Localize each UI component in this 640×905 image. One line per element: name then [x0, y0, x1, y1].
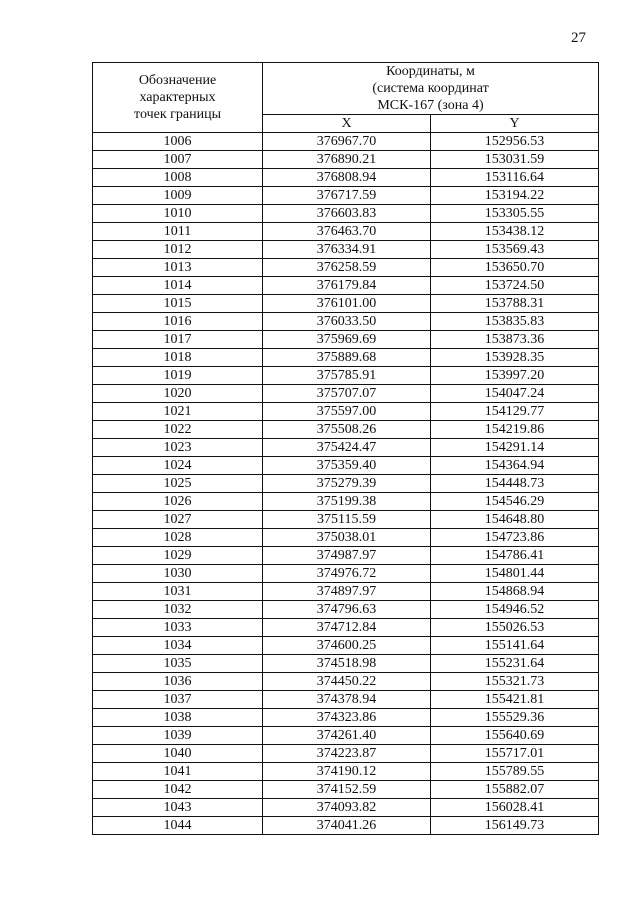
y-coordinate-cell: 154047.24: [431, 385, 599, 403]
page-number: 27: [571, 30, 586, 46]
point-cell: 1011: [93, 223, 263, 241]
x-coordinate-cell: 374897.97: [263, 583, 431, 601]
y-coordinate-cell: 154219.86: [431, 421, 599, 439]
point-cell: 1023: [93, 439, 263, 457]
point-cell: 1044: [93, 817, 263, 835]
table-row: [93, 709, 599, 727]
point-cell: 1042: [93, 781, 263, 799]
x-coordinate-cell: 375508.26: [263, 421, 431, 439]
y-coordinate-cell: 154291.14: [431, 439, 599, 457]
point-cell: 1025: [93, 475, 263, 493]
table-row: [93, 349, 599, 367]
table-row: [93, 493, 599, 511]
table-row: [93, 619, 599, 637]
point-cell: 1026: [93, 493, 263, 511]
y-coordinate-cell: 153873.36: [431, 331, 599, 349]
y-coordinate-cell: 153031.59: [431, 151, 599, 169]
point-cell: 1013: [93, 259, 263, 277]
table-header: [93, 63, 599, 133]
x-coordinate-cell: 376179.84: [263, 277, 431, 295]
point-cell: 1039: [93, 727, 263, 745]
point-cell: 1037: [93, 691, 263, 709]
x-coordinate-cell: 375359.40: [263, 457, 431, 475]
y-coordinate-cell: 153724.50: [431, 277, 599, 295]
table-row: [93, 205, 599, 223]
y-coordinate-cell: 153305.55: [431, 205, 599, 223]
x-coordinate-cell: 376033.50: [263, 313, 431, 331]
x-coordinate-cell: 376258.59: [263, 259, 431, 277]
table-row: [93, 511, 599, 529]
x-coordinate-cell: 376334.91: [263, 241, 431, 259]
x-coordinate-cell: 374323.86: [263, 709, 431, 727]
y-coordinate-cell: 155321.73: [431, 673, 599, 691]
table-row: [93, 331, 599, 349]
y-coordinate-cell: 154448.73: [431, 475, 599, 493]
point-cell: 1015: [93, 295, 263, 313]
point-cell: 1007: [93, 151, 263, 169]
x-coordinate-cell: 374223.87: [263, 745, 431, 763]
table-row: [93, 691, 599, 709]
x-coordinate-cell: 374450.22: [263, 673, 431, 691]
table-row: [93, 673, 599, 691]
point-cell: 1022: [93, 421, 263, 439]
x-axis-header: X: [263, 115, 431, 133]
table-row: [93, 439, 599, 457]
x-coordinate-cell: 374378.94: [263, 691, 431, 709]
y-coordinate-cell: 156149.73: [431, 817, 599, 835]
y-coordinate-cell: 153928.35: [431, 349, 599, 367]
coordinates-header-line: (система координат: [372, 81, 489, 96]
point-cell: 1012: [93, 241, 263, 259]
x-coordinate-cell: 376808.94: [263, 169, 431, 187]
x-coordinate-cell: 376890.21: [263, 151, 431, 169]
point-cell: 1024: [93, 457, 263, 475]
x-coordinate-cell: 374600.25: [263, 637, 431, 655]
y-coordinate-cell: 154868.94: [431, 583, 599, 601]
y-coordinate-cell: 154364.94: [431, 457, 599, 475]
y-coordinate-cell: 154801.44: [431, 565, 599, 583]
y-coordinate-cell: 154946.52: [431, 601, 599, 619]
table-row: [93, 583, 599, 601]
y-coordinate-cell: 154129.77: [431, 403, 599, 421]
table-row: [93, 745, 599, 763]
table-row: [93, 475, 599, 493]
x-coordinate-cell: 374261.40: [263, 727, 431, 745]
coordinates-header-line: МСК-167 (зона 4): [377, 98, 484, 113]
designation-header-line: Обозначение: [138, 73, 217, 88]
table-row: [93, 781, 599, 799]
point-cell: 1038: [93, 709, 263, 727]
x-coordinate-cell: 375115.59: [263, 511, 431, 529]
table-row: [93, 241, 599, 259]
point-cell: 1014: [93, 277, 263, 295]
x-coordinate-cell: 374152.59: [263, 781, 431, 799]
point-cell: 1031: [93, 583, 263, 601]
point-cell: 1018: [93, 349, 263, 367]
point-cell: 1028: [93, 529, 263, 547]
table-row: [93, 151, 599, 169]
y-coordinate-cell: 153997.20: [431, 367, 599, 385]
designation-header-line: характерных: [139, 90, 216, 105]
x-coordinate-cell: 375969.69: [263, 331, 431, 349]
table-row: [93, 421, 599, 439]
point-cell: 1021: [93, 403, 263, 421]
table-row: [93, 727, 599, 745]
table-row: [93, 547, 599, 565]
x-coordinate-cell: 374041.26: [263, 817, 431, 835]
table-row: [93, 169, 599, 187]
x-coordinate-cell: 374976.72: [263, 565, 431, 583]
y-axis-header: Y: [431, 115, 599, 133]
coordinates-header-line: Координаты, м: [386, 64, 475, 79]
point-cell: 1008: [93, 169, 263, 187]
x-coordinate-cell: 375199.38: [263, 493, 431, 511]
point-cell: 1030: [93, 565, 263, 583]
y-coordinate-cell: 153835.83: [431, 313, 599, 331]
x-coordinate-cell: 376717.59: [263, 187, 431, 205]
x-coordinate-cell: 374712.84: [263, 619, 431, 637]
point-cell: 1027: [93, 511, 263, 529]
y-coordinate-cell: 155026.53: [431, 619, 599, 637]
table-row: [93, 259, 599, 277]
table-body: [93, 133, 599, 835]
y-coordinate-cell: 153116.64: [431, 169, 599, 187]
x-coordinate-cell: 375424.47: [263, 439, 431, 457]
table-row: [93, 763, 599, 781]
table-row: [93, 223, 599, 241]
x-coordinate-cell: 376463.70: [263, 223, 431, 241]
x-coordinate-cell: 376603.83: [263, 205, 431, 223]
point-cell: 1040: [93, 745, 263, 763]
y-coordinate-cell: 155421.81: [431, 691, 599, 709]
y-coordinate-cell: 155640.69: [431, 727, 599, 745]
y-coordinate-cell: 155231.64: [431, 655, 599, 673]
point-cell: 1034: [93, 637, 263, 655]
y-coordinate-cell: 154786.41: [431, 547, 599, 565]
table-row: [93, 565, 599, 583]
table-row: [93, 601, 599, 619]
y-coordinate-cell: 156028.41: [431, 799, 599, 817]
table-row: [93, 187, 599, 205]
x-coordinate-cell: 374796.63: [263, 601, 431, 619]
x-coordinate-cell: 375279.39: [263, 475, 431, 493]
designation-header-line: точек границы: [134, 107, 221, 122]
point-cell: 1036: [93, 673, 263, 691]
x-coordinate-cell: 375785.91: [263, 367, 431, 385]
y-coordinate-cell: 152956.53: [431, 133, 599, 151]
x-coordinate-cell: 374518.98: [263, 655, 431, 673]
coordinates-header: [263, 63, 599, 115]
designation-header: [93, 63, 263, 133]
y-coordinate-cell: 155529.36: [431, 709, 599, 727]
y-coordinate-cell: 155882.07: [431, 781, 599, 799]
x-coordinate-cell: 375038.01: [263, 529, 431, 547]
table-row: [93, 655, 599, 673]
x-coordinate-cell: 375707.07: [263, 385, 431, 403]
x-coordinate-cell: 376967.70: [263, 133, 431, 151]
point-cell: 1016: [93, 313, 263, 331]
table-row: [93, 277, 599, 295]
y-coordinate-cell: 154723.86: [431, 529, 599, 547]
y-coordinate-cell: 154546.29: [431, 493, 599, 511]
y-coordinate-cell: 153438.12: [431, 223, 599, 241]
y-coordinate-cell: 153788.31: [431, 295, 599, 313]
table-row: [93, 385, 599, 403]
header-row-main: [93, 63, 599, 115]
table-row: [93, 529, 599, 547]
y-coordinate-cell: 154648.80: [431, 511, 599, 529]
table-row: [93, 133, 599, 151]
y-coordinate-cell: 155717.01: [431, 745, 599, 763]
point-cell: 1017: [93, 331, 263, 349]
y-coordinate-cell: 153569.43: [431, 241, 599, 259]
x-coordinate-cell: 374987.97: [263, 547, 431, 565]
table-row: [93, 367, 599, 385]
point-cell: 1010: [93, 205, 263, 223]
table-row: [93, 313, 599, 331]
x-coordinate-cell: 375889.68: [263, 349, 431, 367]
table-row: [93, 295, 599, 313]
y-coordinate-cell: 155141.64: [431, 637, 599, 655]
point-cell: 1041: [93, 763, 263, 781]
point-cell: 1006: [93, 133, 263, 151]
y-coordinate-cell: 153650.70: [431, 259, 599, 277]
table-row: [93, 817, 599, 835]
point-cell: 1043: [93, 799, 263, 817]
x-coordinate-cell: 375597.00: [263, 403, 431, 421]
point-cell: 1019: [93, 367, 263, 385]
point-cell: 1029: [93, 547, 263, 565]
x-coordinate-cell: 374093.82: [263, 799, 431, 817]
point-cell: 1033: [93, 619, 263, 637]
table-row: [93, 457, 599, 475]
point-cell: 1009: [93, 187, 263, 205]
y-coordinate-cell: 153194.22: [431, 187, 599, 205]
y-coordinate-cell: 155789.55: [431, 763, 599, 781]
coordinates-table: [92, 62, 599, 835]
point-cell: 1032: [93, 601, 263, 619]
x-coordinate-cell: 376101.00: [263, 295, 431, 313]
table-row: [93, 637, 599, 655]
point-cell: 1020: [93, 385, 263, 403]
x-coordinate-cell: 374190.12: [263, 763, 431, 781]
table-row: [93, 799, 599, 817]
point-cell: 1035: [93, 655, 263, 673]
table-row: [93, 403, 599, 421]
